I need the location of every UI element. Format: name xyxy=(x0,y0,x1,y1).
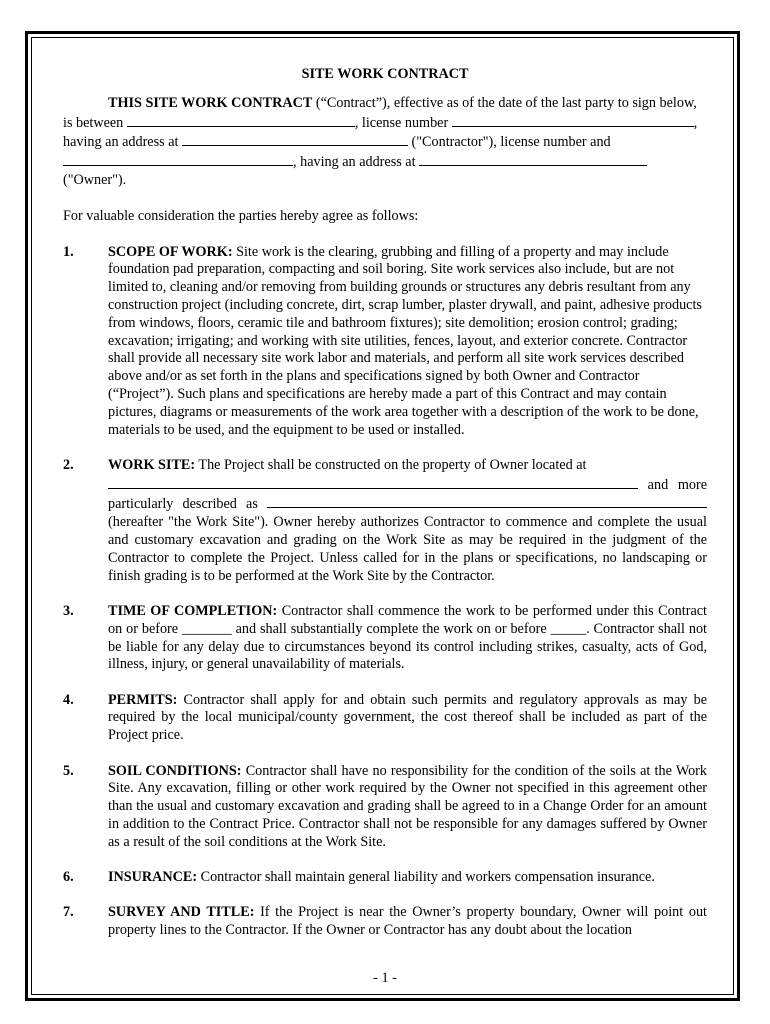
section-number: 1. xyxy=(63,243,74,260)
section-heading: TIME OF COMPLETION: xyxy=(108,602,278,619)
section-heading: SCOPE OF WORK: xyxy=(108,243,233,260)
contractor-name-blank[interactable] xyxy=(127,113,355,127)
section-number: 3. xyxy=(63,602,74,619)
section-heading: WORK SITE: xyxy=(108,456,196,473)
intro-lead: THIS SITE WORK CONTRACT xyxy=(108,94,313,111)
section-body xyxy=(108,692,707,745)
section-text: If the Project is near the Owner’s property boundary, Owner will point out property lines to the Contractor. If the Owner or Contractor has any doubt about the location xyxy=(108,904,707,939)
section-text: Contractor shall have no responsibility for the condition of the soils at the Work Site. Any excavation, filling or other work required by the Owner not specified in this agreement other than the usual and customary excavation and grading shall be agreed to in a Change Order for an amount in addition to the Contract Price. Contractor shall not be responsible for any damages suffered by Owner as a result of the soil conditions at the Work Site. xyxy=(108,762,707,850)
intro-text-3: , having an address at xyxy=(63,114,698,151)
section-number: 4. xyxy=(63,691,74,708)
section-body xyxy=(108,603,707,674)
document-page xyxy=(63,66,707,957)
section-body xyxy=(108,244,707,440)
intro-text-2: , license number xyxy=(354,114,452,131)
section-text: Contractor shall commence the work to be performed under this Contract on or before _______ and shall substantially complete the work on or before _____. Contractor shall not be liable for any delay due to circumstances beyond its control including strikes, casualty, acts of God, illness, injury, or general unavailability of materials. xyxy=(108,602,707,673)
section-soil-conditions xyxy=(63,763,707,852)
intro-text-6: ("Owner"). xyxy=(63,171,127,188)
contractor-address-blank[interactable] xyxy=(182,132,408,146)
section-text: (hereafter "the Work Site"). Owner hereby authorizes Contractor to commence and complete the usual and customary excavation and grading on the Work Site as may be required in the judgment of the Contractor to complete the Project. Unless called for in the plans or specifications, no landscaping or finish grading is to be performed at the Work Site by the Contractor. xyxy=(108,514,707,584)
section-heading: INSURANCE: xyxy=(108,868,198,885)
section-number: 5. xyxy=(63,762,74,779)
section-number: 6. xyxy=(63,868,74,885)
owner-address-blank[interactable] xyxy=(419,152,647,166)
section-text: Contractor shall apply for and obtain such permits and regulatory approvals as may be required by the local municipal/county government, the cost thereof shall be included as part of the Project price. xyxy=(108,691,707,744)
section-survey-and-title xyxy=(63,904,707,940)
section-body xyxy=(108,763,707,852)
section-number: 2. xyxy=(63,456,74,473)
section-body xyxy=(108,869,707,887)
section-heading: SOIL CONDITIONS: xyxy=(108,762,242,779)
section-insurance xyxy=(63,869,707,887)
section-time-of-completion xyxy=(63,603,707,674)
intro-text-5: , having an address at xyxy=(293,154,420,171)
page-number: - 1 - xyxy=(373,970,397,986)
section-body xyxy=(108,904,707,940)
section-number: 7. xyxy=(63,904,74,921)
consideration-line: For valuable consideration the parties hereby agree as follows: xyxy=(63,207,419,224)
section-text: The Project shall be constructed on the property of Owner located at xyxy=(195,456,587,473)
section-heading: PERMITS: xyxy=(108,691,178,708)
section-text: Contractor shall maintain general liability and workers compensation insurance. xyxy=(197,868,655,885)
section-body xyxy=(108,457,707,586)
section-permits xyxy=(63,692,707,745)
section-heading: SURVEY AND TITLE: xyxy=(108,904,255,921)
intro-text-1: (“Contract”), effective as of the date of the last party to sign below, is between xyxy=(63,94,697,131)
section-work-site xyxy=(63,457,707,586)
section-text: Site work is the clearing, grubbing and filling of a property and may include foundation pad preparation, compacting and soil boring. Site work services also include, but are not limited to, cleaning and/or removing from building grounds or structures any debris resultant from any construction project (including concrete, dirt, scrap lumber, plaster drywall, and paint, adhesive products from windows, floors, ceramic tile and bathroom fixtures); site demolition; erosion control; grading; excavation; irrigating; and working with site utilities, fences, layout, and exterior concrete. Contractor shall provide all necessary site work labor and materials, and perform all site work services described above and/or as set forth in the plans and specifications signed by both Owner and Contractor (“Project”). Such plans and specifications are hereby made a part of this Contract and may contain pictures, diagrams or measurements of the work area together with a description of the work to be done, materials to be used, and the equipment to be used or installed. xyxy=(108,243,702,438)
intro-paragraph xyxy=(63,95,707,190)
section-scope-of-work xyxy=(63,244,707,440)
section-text: and more particularly described as xyxy=(108,476,707,513)
contractor-license-blank[interactable] xyxy=(452,113,694,127)
document-title: SITE WORK CONTRACT xyxy=(301,66,469,82)
work-site-location-blank[interactable] xyxy=(108,475,638,489)
work-site-description-blank[interactable] xyxy=(267,494,707,508)
intro-text-4: ("Contractor"), license number and xyxy=(407,134,611,151)
owner-name-blank[interactable] xyxy=(63,152,293,166)
